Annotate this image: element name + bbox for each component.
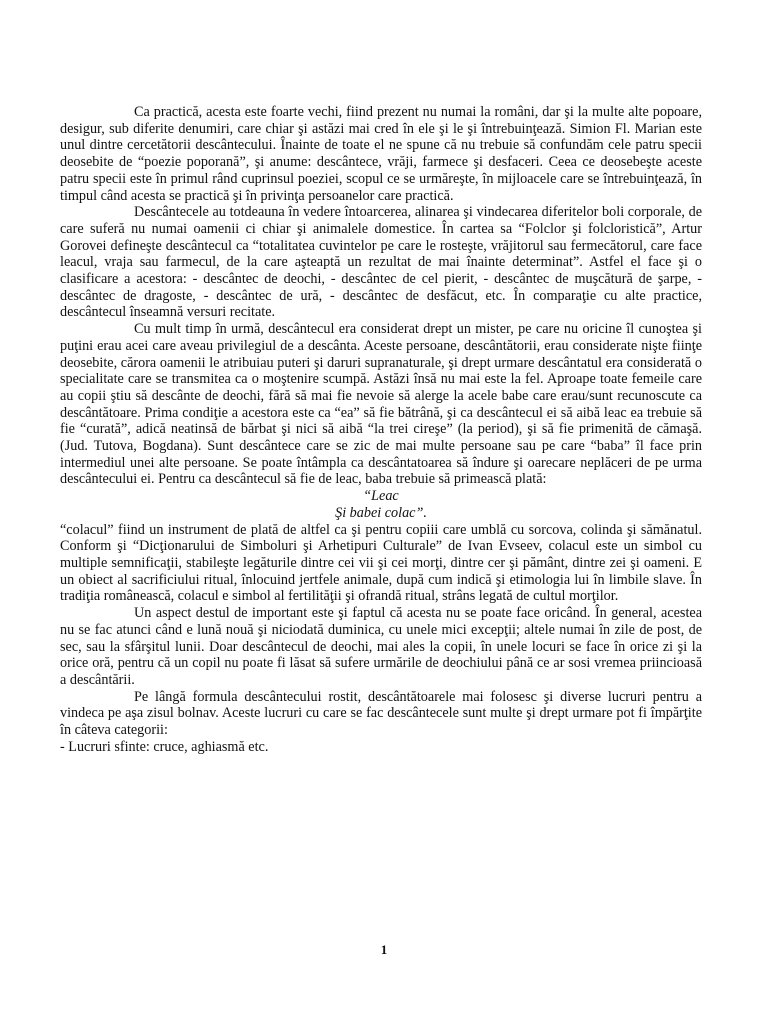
verse-line-1: “Leac xyxy=(363,488,399,505)
page-number: 1 xyxy=(380,942,388,957)
list-item: - Lucruri sfinte: cruce, aghiasmă etc. xyxy=(60,738,269,755)
paragraph-6: Pe lângă formula descântecului rostit, descântătoarele mai folosesc şi diverse lucruri pentru a vindeca pe aşa zisul bolnav. Aceste lucruri cu care se fac descântecele sunt multe şi drept urmare pot fi împărţite în câteva categorii: xyxy=(60,688,702,739)
paragraph-2: Descântecele au totdeauna în vedere întoarcerea, alinarea şi vindecarea diferitelor boli corporale, de care suferă nu numai oamenii ci chiar şi animalele domestice. În cartea sa “Folclor şi folcloristică”, Artur Gorovei defineşte descântecul ca “totalitatea cuvintelor pe care le rosteşte, vrăjitorul sau fermecătorul, care face leacul, vraja sau farmecul, de la care aşteaptă un rezultat de mai înainte determinat”. Astfel el face şi o clasificare a acestora: - descântec de deochi, - descântec de cel pierit, - descântec de muşcătură de şarpe, - descântec de dragoste, - descântec de ură, - descântec de desfăcut, etc. În comparaţie cu alte practice, descântecul înseamnă versuri recitate. xyxy=(60,204,702,321)
paragraph-4: “colacul” fiind un instrument de plată de altfel ca şi pentru copiii care umblă cu sorcova, colinda şi sămănatul. Conform şi “Dicţionarului de Simboluri şi Arhetipuri Culturale” de Ivan Evseev, colacul este un simbol cu multiple semnificaţii, stabileşte legăturile dintre cei vii şi cei morţi, dintre cer şi pământ, dintre zei şi oameni. E un obiect al sacrificiului ritual, înlocuind jertfele animale, după cum indică şi etimologia lui în limbile slave. În tradiţia românească, colacul e simbol al fertilităţii şi ofrandă ritual, strâns legată de cultul morţilor. xyxy=(60,521,702,605)
paragraph-5: Un aspect destul de important este şi faptul că acesta nu se poate face oricând. În general, acestea nu se fac atunci când e lună nouă şi niciodată duminica, cu unele mici excepţii; altele numai în zile de post, de sec, sau la sfârşitul lunii. Doar descântecul de deochi, mai ales la copii, în unele locuri se face în orice zi şi la orice oră, pentru că un copil nu poate fi lăsat să sufere urmările de deochiului până ce ar sosi vremea priincioasă a descântării. xyxy=(60,605,702,688)
paragraph-1: Ca practică, acesta este foarte vechi, fiind prezent nu numai la români, dar şi la multe alte popoare, desigur, sub diferite denumiri, care chiar şi astăzi mai cred în ele şi le şi întrebuinţează. Simion Fl. Marian este unul dintre cercetătorii descântecului. Înainte de toate el ne spune că nu trebuie să confundăm cele patru specii deosebite de “poezie poporană”, şi anume: descântece, vrăji, farmece şi desfaceri. Ceea ce deosebeşte aceste patru specii este în primul rând cuprinsul poeziei, scopul ce se urmăreşte, în mijloacele care se întrebuinţează, în timpul când acesta se practică şi în privinţa persoanelor care practică. xyxy=(60,104,702,204)
verse-line-2: Şi babei colac”. xyxy=(335,504,427,521)
document-page xyxy=(60,104,702,755)
paragraph-3: Cu mult timp în urmă, descântecul era considerat drept un mister, pe care nu oricine îl cunoştea şi puţini erau acei care aveau privilegiul de a descânta. Aceste persoane, descântătorii, erau considerate nişte fiinţe deosebite, cărora oamenii le atribuiau puteri şi daruri supranaturale, şi drept urmare descântatul era considerată o specialitate care se transmitea ca o moştenire scumpă. Astăzi însă nu mai este la fel. Aproape toate femeile care au copii ştiu să descânte de deochi, fără să mai fie nevoie să alerge la acele babe care erau/sunt recunoscute ca descântătoare. Prima condiţie a acestora este ca “ea” să fie bătrână, şi ca descântecul ei să aibă leac ea trebuie să fie “curată”, adică neatinsă de bărbat şi nici să aibă “la trei cireşe” (la period), şi să fie primenită de cămaşă. (Jud. Tutova, Bogdana). Sunt descântece care se zic de mai multe persoane sau pe care “baba” îl face prin intermediul unei alte persoane. Se poate întâmpla ca descântatoarea să îndure şi oarecare neplăceri de pe urma descântecului ei. Pentru ca descântecul să fie de leac, baba trebuie să primească plată: xyxy=(60,321,702,488)
